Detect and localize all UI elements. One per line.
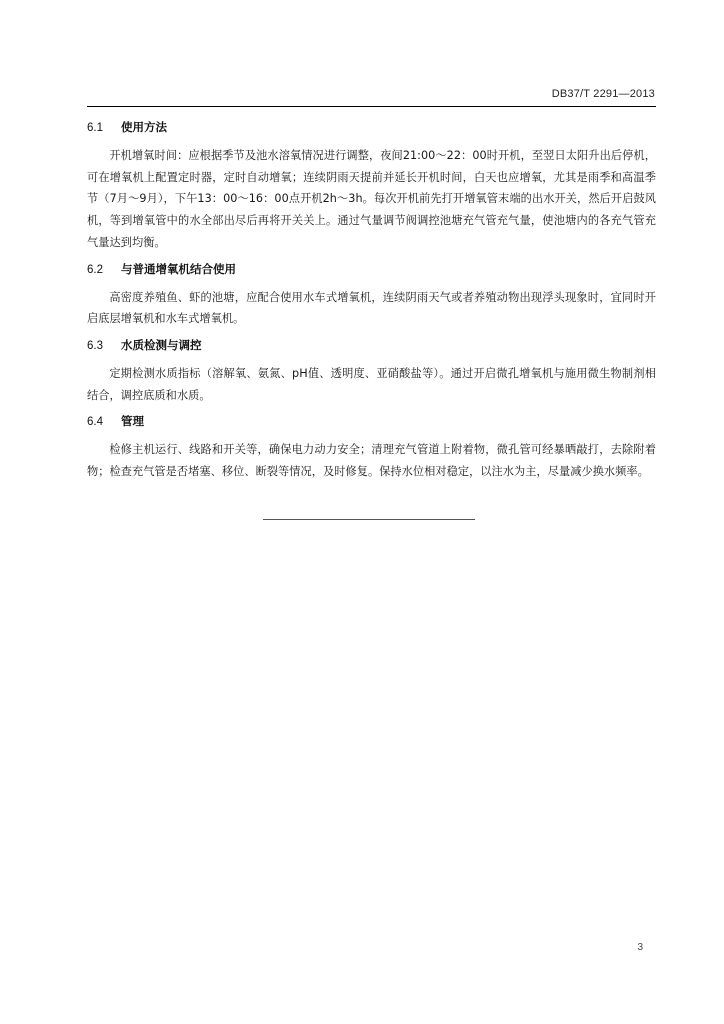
end-of-document-rule xyxy=(263,519,475,520)
section-number: 6.4 xyxy=(87,416,103,429)
section-title: 管理 xyxy=(121,414,145,429)
section-6-4 xyxy=(87,412,656,482)
section-6-1 xyxy=(87,118,656,254)
section-6-3 xyxy=(87,336,656,406)
section-heading xyxy=(87,118,656,137)
section-paragraph: 检修主机运行、线路和开关等，确保电力动力安全；清理充气管道上附着物，微孔管可经暴晒敲打，去除附着物；检查充气管是否堵塞、移位、断裂等情况，及时修复。保持水位相对稳定，以注水为主，尽量减少换水频率。 xyxy=(87,443,656,479)
section-title: 水质检测与调控 xyxy=(121,337,202,352)
section-title: 与普通增氧机结合使用 xyxy=(121,261,237,276)
section-paragraph: 定期检测水质指标（溶解氧、氨氮、pH值、透明度、亚硝酸盐等）。通过开启微孔增氧机与施用微生物制剂相结合，调控底质和水质。 xyxy=(87,366,656,402)
section-heading xyxy=(87,260,656,279)
standard-code: DB37/T 2291—2013 xyxy=(551,88,655,100)
section-number: 6.3 xyxy=(87,339,103,352)
section-heading xyxy=(87,336,656,355)
header-rule xyxy=(87,106,656,107)
section-number: 6.1 xyxy=(87,122,103,134)
section-paragraph: 高密度养殖鱼、虾的池塘，应配合使用水车式增氧机，连续阴雨天气或者养殖动物出现浮头现象时，宜同时开启底层增氧机和水车式增氧机。 xyxy=(87,290,656,326)
section-title: 使用方法 xyxy=(121,120,168,134)
page-number: 3 xyxy=(637,942,643,953)
section-6-2 xyxy=(87,260,656,330)
document-body xyxy=(87,118,656,489)
section-heading xyxy=(87,412,656,431)
section-paragraph: 开机增氧时间：应根据季节及池水溶氧情况进行调整，夜间21:00～22：00时开机，至翌日太阳升出后停机，可在增氧机上配置定时器，定时自动增氧；连续阴雨天提前并延长开机时间，白天也应增氧，尤其是雨季和高温季节（7月～9月），下午13：00～16：00点开机2h～3h。每次开机前先打开增氧管末端的出水开关，然后开启鼓风机，等到增氧管中的水全部出尽后再将开关关上。通过气量调节阀调控池塘充气管充气量，使池塘内的各充气管充气量达到均衡。 xyxy=(87,149,656,249)
section-number: 6.2 xyxy=(87,263,103,276)
